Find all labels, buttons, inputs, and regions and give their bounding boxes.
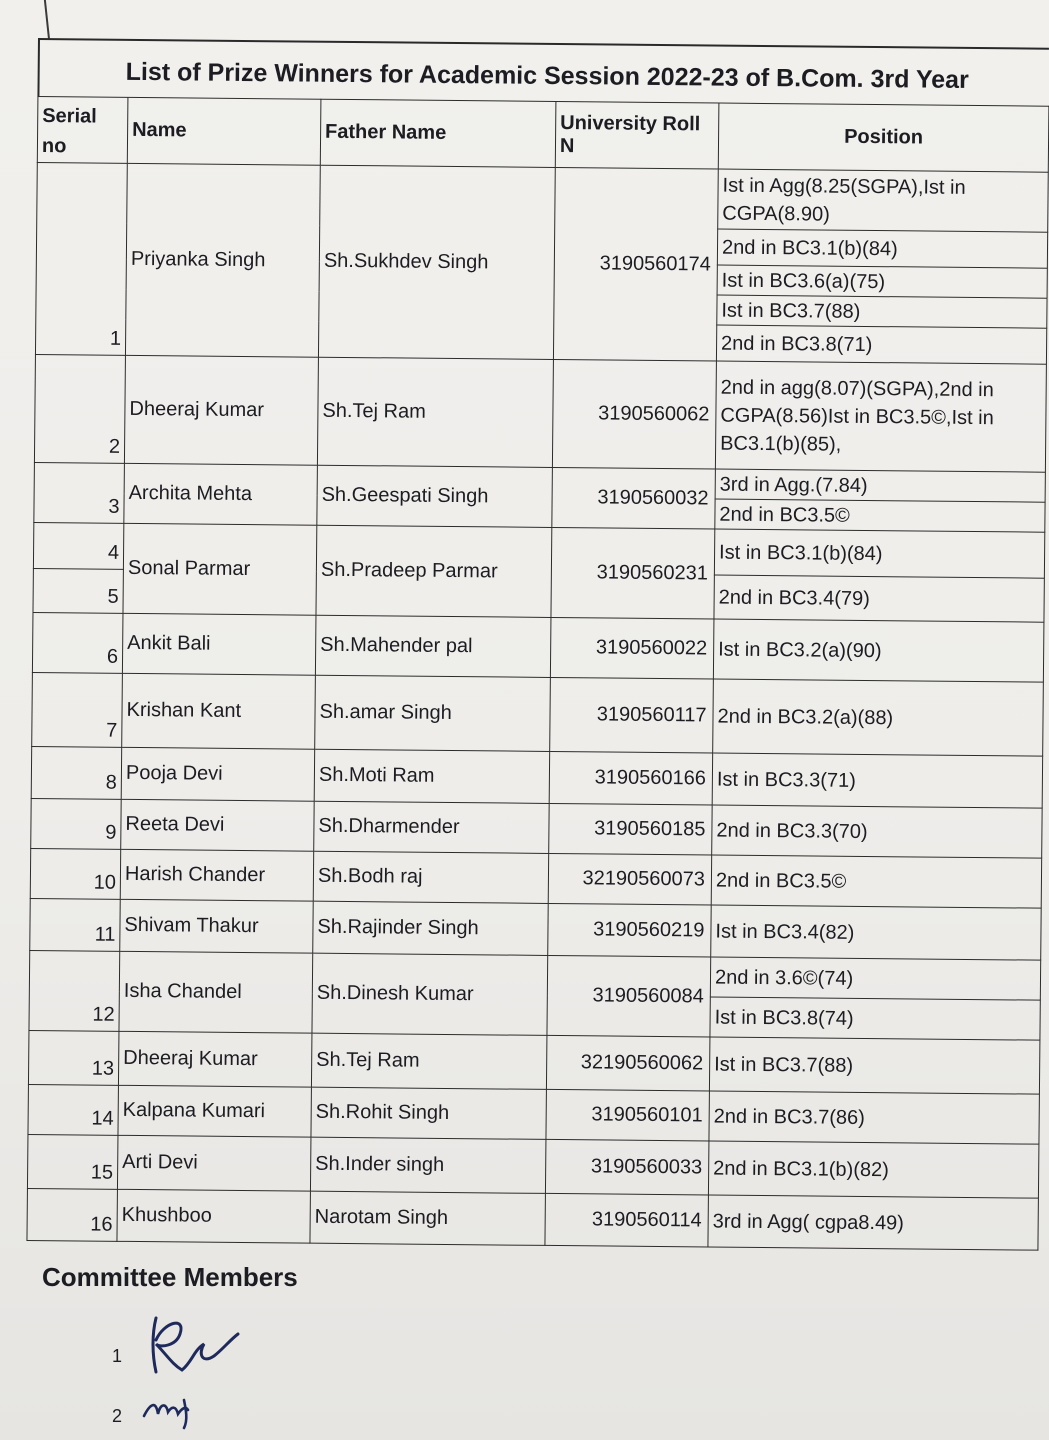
position-cell: 2nd in BC3.3(70) <box>712 805 1042 858</box>
header-university-roll: University Roll N <box>555 101 719 169</box>
position-cell: 2nd in BC3.1(b)(82) <box>708 1141 1039 1198</box>
position-cell: 2nd in BC3.4(79) <box>714 575 1044 622</box>
table-row <box>27 1134 1038 1198</box>
signature-1 <box>142 1310 252 1380</box>
position-cell: 2nd in BC3.7(86) <box>709 1091 1039 1144</box>
winners-table <box>26 96 1049 1251</box>
roll-number-cell: 3190560062 <box>552 359 716 469</box>
serial-number-cell: 3 <box>34 462 125 523</box>
position-cell: Ist in BC3.4(82) <box>711 905 1041 960</box>
serial-number-cell: 2 <box>34 354 125 463</box>
position-cell: Ist in BC3.2(a)(90) <box>713 619 1044 682</box>
roll-number-cell: 32190560073 <box>548 853 711 905</box>
name-cell: Dheeraj Kumar <box>118 1031 312 1087</box>
serial-number-cell: 13 <box>28 1030 119 1085</box>
father-name-cell: Sh.Rajinder Singh <box>313 901 548 955</box>
table-body <box>27 162 1048 1250</box>
table-row <box>37 162 1049 232</box>
position-cell: Ist in BC3.1(b)(84) <box>714 529 1044 578</box>
name-cell: Archita Mehta <box>124 463 318 525</box>
header-position: Position <box>718 103 1049 172</box>
table-row <box>31 746 1042 808</box>
name-cell: Sonal Parmar <box>123 523 317 615</box>
father-name-cell: Sh.Pradeep Parmar <box>316 525 552 617</box>
father-name-cell: Sh.Dinesh Kumar <box>312 953 548 1035</box>
serial-number-cell: 1 <box>35 162 127 355</box>
position-cell: 2nd in BC3.2(a)(88) <box>713 679 1044 756</box>
table-row <box>29 950 1040 1000</box>
roll-number-cell: 3190560174 <box>553 167 718 361</box>
name-cell: Isha Chandel <box>119 951 313 1033</box>
serial-number-cell: 12 <box>29 950 120 1031</box>
table-row <box>32 612 1044 682</box>
committee-members-heading: Committee Members <box>42 1262 298 1292</box>
table-row <box>30 898 1041 960</box>
father-name-cell: Sh.Tej Ram <box>317 357 553 467</box>
document-title: List of Prize Winners for Academic Session 2022-23 of B.Com. 3rd Year <box>37 38 1049 106</box>
header-serial-line2: no <box>41 135 67 158</box>
serial-number-cell: 9 <box>31 798 121 849</box>
serial-number-cell: 16 <box>27 1188 117 1241</box>
father-name-cell: Sh.amar Singh <box>315 675 551 751</box>
position-cell: Ist in BC3.3(71) <box>712 753 1042 808</box>
roll-number-cell: 3190560022 <box>550 617 714 679</box>
name-cell: Kalpana Kumari <box>118 1085 311 1137</box>
position-cell: Ist in BC3.6(a)(75) <box>717 265 1047 298</box>
position-cell: 2nd in BC3.5© <box>715 499 1045 532</box>
roll-number-cell: 3190560166 <box>549 751 712 805</box>
name-cell: Priyanka Singh <box>125 163 320 357</box>
table-row <box>34 354 1046 472</box>
serial-number-cell: 5 <box>33 568 123 613</box>
roll-number-cell: 3190560117 <box>550 677 714 753</box>
name-cell: Harish Chander <box>120 849 313 901</box>
roll-number-cell: 32190560062 <box>546 1035 710 1091</box>
father-name-cell: Sh.Geespati Singh <box>317 465 553 527</box>
roll-number-cell: 3190560231 <box>551 527 715 619</box>
father-name-cell: Sh.Rohit Singh <box>311 1087 546 1139</box>
serial-number-cell: 6 <box>32 612 123 673</box>
table-row <box>28 1030 1039 1094</box>
header-serial-line1: Serial <box>42 105 97 128</box>
roll-number-cell: 3190560101 <box>546 1089 709 1141</box>
position-cell: 2nd in agg(8.07)(SGPA),2nd in CGPA(8.56)Ist in BC3.5©,Ist in BC3.1(b)(85), <box>715 361 1046 472</box>
father-name-cell: Sh.Moti Ram <box>314 749 549 803</box>
roll-number-cell: 3190560084 <box>547 955 711 1037</box>
name-cell: Krishan Kant <box>122 673 316 749</box>
table-row <box>33 522 1044 578</box>
page-edge-line <box>0 0 50 40</box>
serial-number-cell: 10 <box>30 848 120 899</box>
name-cell: Pooja Devi <box>121 747 314 801</box>
position-cell: Ist in BC3.7(88) <box>717 295 1047 328</box>
roll-number-cell: 3190560185 <box>549 803 712 855</box>
roll-number-cell: 3190560219 <box>548 903 711 957</box>
name-cell: Shivam Thakur <box>120 899 313 953</box>
header-name: Name <box>127 97 321 165</box>
father-name-cell: Sh.Dharmender <box>314 801 549 853</box>
name-cell: Reeta Devi <box>121 799 314 851</box>
father-name-cell: Sh.Bodh raj <box>313 851 548 903</box>
father-name-cell: Sh.Sukhdev Singh <box>318 165 555 359</box>
serial-number-cell: 15 <box>27 1134 118 1189</box>
name-cell: Ankit Bali <box>122 613 316 675</box>
position-cell: 2nd in BC3.1(b)(84) <box>717 229 1047 268</box>
position-cell: Ist in BC3.8(74) <box>710 997 1040 1040</box>
roll-number-cell: 3190560032 <box>552 467 716 529</box>
committee-member-number: 1 <box>112 1346 123 1366</box>
father-name-cell: Sh.Mahender pal <box>315 615 551 677</box>
position-cell: 2nd in 3.6©(74) <box>710 957 1040 1000</box>
position-cell: 2nd in BC3.5© <box>711 855 1041 908</box>
roll-number-cell: 3190560114 <box>545 1193 708 1247</box>
signature-2 <box>140 1390 210 1430</box>
name-cell: Dheeraj Kumar <box>124 355 318 465</box>
header-father-name: Father Name <box>320 99 556 167</box>
prize-winners-document <box>26 38 1049 1251</box>
position-cell: Ist in BC3.7(88) <box>709 1037 1040 1094</box>
serial-number-cell: 14 <box>28 1084 118 1135</box>
position-cell: 3rd in Agg( cgpa8.49) <box>708 1195 1038 1250</box>
name-cell: Arti Devi <box>117 1135 311 1191</box>
serial-number-cell: 7 <box>32 672 123 747</box>
header-serial <box>37 97 128 164</box>
name-cell: Khushboo <box>117 1189 310 1243</box>
committee-member-number: 2 <box>112 1406 123 1426</box>
father-name-cell: Sh.Inder singh <box>310 1137 546 1193</box>
position-cell: 2nd in BC3.8(71) <box>716 325 1046 364</box>
table-header-row <box>37 97 1049 173</box>
table-row <box>27 1188 1038 1250</box>
position-cell: Ist in Agg(8.25(SGPA),Ist in CGPA(8.90) <box>718 169 1049 232</box>
father-name-cell: Narotam Singh <box>310 1191 545 1245</box>
serial-number-cell: 4 <box>33 522 123 569</box>
serial-number-cell: 8 <box>31 746 121 799</box>
table-row <box>32 672 1044 756</box>
roll-number-cell: 3190560033 <box>545 1139 709 1195</box>
position-cell: 3rd in Agg.(7.84) <box>715 469 1045 502</box>
serial-number-cell: 11 <box>30 898 120 951</box>
father-name-cell: Sh.Tej Ram <box>311 1033 547 1089</box>
